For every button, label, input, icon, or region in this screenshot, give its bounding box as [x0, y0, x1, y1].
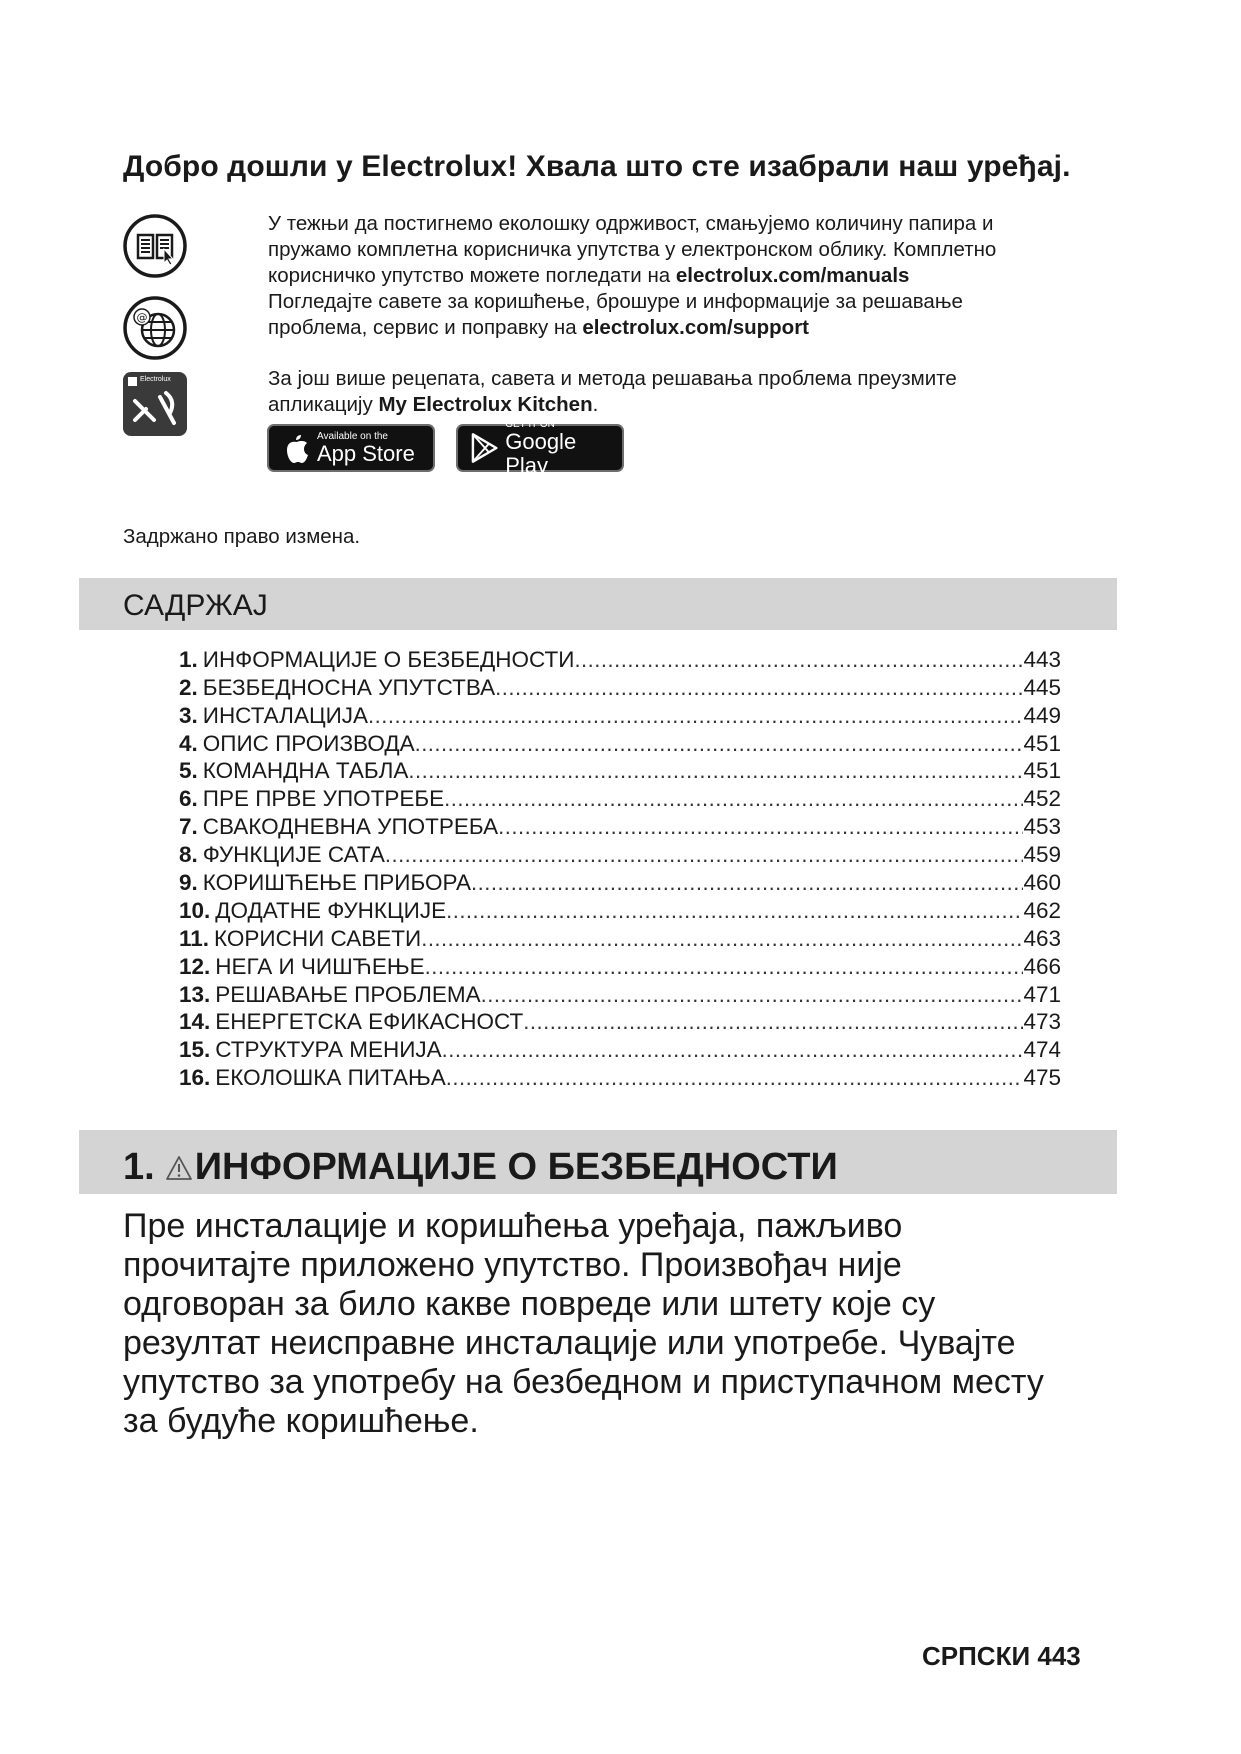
toc-item-page: 473 [1023, 1009, 1061, 1035]
toc-item-number: 12. [179, 953, 211, 979]
toc-item[interactable] [179, 868, 1061, 896]
toc-item-number: 5. [179, 758, 198, 784]
toc-item-page: 462 [1023, 897, 1061, 923]
app-line: апликацију My Electrolux Kitchen. [268, 393, 599, 416]
toc-leader-dots [446, 897, 1023, 924]
toc-item-page: 452 [1023, 786, 1061, 812]
toc-item-title: ОПИС ПРОИЗВОДА [202, 730, 415, 756]
toc-item-number: 2. [179, 674, 198, 700]
warning-triangle-icon [165, 1154, 193, 1182]
toc-item-title: КОРИШЋЕЊЕ ПРИБОРА [202, 870, 472, 896]
paragraph-line: Пре инсталације и коришћења уређаја, пажљиво [123, 1207, 903, 1245]
toc-item-number: 16. [179, 1065, 211, 1091]
toc-item[interactable] [179, 645, 1061, 673]
toc-item-number: 13. [179, 981, 211, 1007]
toc-leader-dots [446, 1064, 1024, 1091]
intro-line: пружамо комплетна корисничка упутства у електронском облику. Комплетно [268, 238, 997, 261]
toc-item[interactable] [179, 840, 1061, 868]
toc-item-page: 471 [1023, 981, 1061, 1007]
play-icon [470, 432, 499, 464]
intro-line: У тежњи да постигнемо еколошку одрживост, смањујемо количину папира и [268, 212, 994, 235]
toc-item[interactable] [179, 729, 1061, 757]
toc-item-title: КОРИСНИ САВЕТИ [214, 925, 422, 951]
toc-leader-dots [523, 1008, 1023, 1035]
toc-item-title: ИНСТАЛАЦИЈА [202, 702, 369, 728]
toc-title: САДРЖАЈ [123, 589, 268, 622]
google-play-badge[interactable] [456, 418, 624, 478]
toc-item-number: 6. [179, 786, 198, 812]
toc-item[interactable] [179, 784, 1061, 812]
kitchen-app-icon [122, 371, 188, 437]
toc-item[interactable] [179, 701, 1061, 729]
table-of-contents [179, 645, 1061, 1091]
toc-item[interactable] [179, 1063, 1061, 1091]
toc-item-page: 474 [1023, 1037, 1061, 1063]
app-paragraph [268, 366, 1098, 418]
app-name: My Electrolux Kitchen [378, 393, 593, 416]
toc-item-number: 3. [179, 702, 198, 728]
toc-item-number: 7. [179, 814, 198, 840]
toc-leader-dots [385, 841, 1024, 868]
welcome-heading: Добро дошли у Electrolux! Хвала што сте изабрали наш уређај. [123, 150, 1071, 183]
toc-leader-dots [444, 785, 1023, 812]
toc-item-number: 14. [179, 1009, 211, 1035]
toc-item-page: 453 [1023, 814, 1061, 840]
toc-item-page: 460 [1023, 870, 1061, 896]
paragraph-line: прочитајте приложено упутство. Произвођач није [123, 1246, 902, 1284]
app-icon-brand: Electrolux [140, 376, 171, 383]
toc-item-title: КОМАНДНА ТАБЛА [202, 758, 409, 784]
paragraph-line: одговоран за било какве повреде или штету које су [123, 1285, 936, 1323]
toc-item-page: 475 [1023, 1065, 1061, 1091]
toc-leader-dots [425, 953, 1024, 980]
intro-paragraph [268, 211, 1098, 341]
toc-item-title: НЕГА И ЧИШЋЕЊЕ [215, 953, 425, 979]
toc-item[interactable] [179, 1008, 1061, 1036]
googleplay-small-label: GET IT ON [505, 418, 555, 430]
intro-line: Погледајте савете за коришћење, брошуре и информације за решавање [268, 290, 963, 313]
toc-item-title: ФУНКЦИЈЕ САТА [202, 842, 385, 868]
toc-item-page: 451 [1023, 730, 1061, 756]
apple-icon [281, 431, 311, 465]
section-title-text: ИНФОРМАЦИЈЕ О БЕЗБЕДНОСТИ [194, 1146, 838, 1188]
support-link[interactable]: electrolux.com/support [582, 316, 810, 339]
toc-item-title: ИНФОРМАЦИЈЕ О БЕЗБЕДНОСТИ [202, 646, 575, 672]
googleplay-big-label: Google Play [505, 428, 577, 478]
toc-leader-dots [498, 813, 1023, 840]
toc-item-title: СТРУКТУРА МЕНИЈА [215, 1037, 442, 1063]
toc-item-number: 11. [179, 925, 210, 951]
app-store-badge[interactable] [267, 424, 435, 472]
section-1-title [123, 1146, 838, 1189]
toc-leader-dots [415, 730, 1024, 757]
section-number: 1. [123, 1146, 155, 1188]
toc-leader-dots [421, 925, 1023, 952]
toc-item[interactable] [179, 924, 1061, 952]
web-globe-icon [122, 295, 188, 361]
toc-item-title: ЕКОЛОШКА ПИТАЊА [215, 1065, 446, 1091]
toc-item-number: 1. [179, 646, 198, 672]
toc-item[interactable] [179, 757, 1061, 785]
toc-leader-dots [481, 981, 1024, 1008]
toc-item-number: 9. [179, 870, 198, 896]
toc-item-number: 4. [179, 730, 198, 756]
toc-item[interactable] [179, 673, 1061, 701]
toc-item-number: 15. [179, 1037, 211, 1063]
toc-item-number: 8. [179, 842, 198, 868]
paragraph-line: резултат неисправне инсталације или употребе. Чувајте [123, 1324, 1016, 1362]
toc-leader-dots [408, 757, 1023, 784]
toc-item-page: 463 [1023, 925, 1061, 951]
intro-line: корисничко упутство можете погледати на electrolux.com/manuals [268, 264, 910, 287]
svg-text:@: @ [136, 311, 148, 324]
rights-reserved-note: Задржано право измена. [123, 525, 361, 548]
safety-intro-paragraph [123, 1207, 1123, 1441]
toc-leader-dots [574, 646, 1023, 673]
paragraph-line: упутство за употребу на безбедном и приступачном месту [123, 1363, 1044, 1401]
toc-item[interactable] [179, 896, 1061, 924]
toc-item[interactable] [179, 980, 1061, 1008]
toc-item-page: 445 [1023, 674, 1061, 700]
toc-leader-dots [368, 702, 1023, 729]
toc-item-page: 449 [1023, 702, 1061, 728]
toc-item-page: 466 [1023, 953, 1061, 979]
manuals-link[interactable]: electrolux.com/manuals [675, 264, 910, 287]
toc-item-title: СВАКОДНЕВНА УПОТРЕБА [202, 814, 499, 840]
toc-item-page: 451 [1023, 758, 1061, 784]
toc-item-title: ДОДАТНЕ ФУНКЦИЈЕ [215, 897, 447, 923]
toc-item[interactable] [179, 812, 1061, 840]
toc-item[interactable] [179, 952, 1061, 980]
toc-leader-dots [495, 674, 1023, 701]
toc-item[interactable] [179, 1035, 1061, 1063]
toc-item-number: 10. [179, 897, 211, 923]
toc-item-title: РЕШАВАЊЕ ПРОБЛЕМА [215, 981, 481, 1007]
toc-item-title: ЕНЕРГЕТСКА ЕФИКАСНОСТ [215, 1009, 524, 1035]
app-line: За још више рецепата, савета и метода решавања проблема преузмите [268, 367, 957, 390]
appstore-small-label: Available on the [317, 430, 388, 442]
toc-item-page: 459 [1023, 842, 1061, 868]
manual-book-icon [122, 213, 188, 279]
toc-leader-dots [471, 869, 1023, 896]
intro-line: проблема, сервис и поправку на electrolux.com/support [268, 316, 810, 339]
appstore-big-label: App Store [317, 440, 415, 466]
paragraph-line: за будуће коришћење. [123, 1402, 479, 1440]
page-footer: СРПСКИ 443 [922, 1641, 1081, 1671]
toc-item-title: БЕЗБЕДНОСНА УПУТСТВА [202, 674, 496, 700]
toc-item-page: 443 [1023, 646, 1061, 672]
toc-item-title: ПРЕ ПРВЕ УПОТРЕБЕ [202, 786, 445, 812]
toc-leader-dots [442, 1036, 1024, 1063]
